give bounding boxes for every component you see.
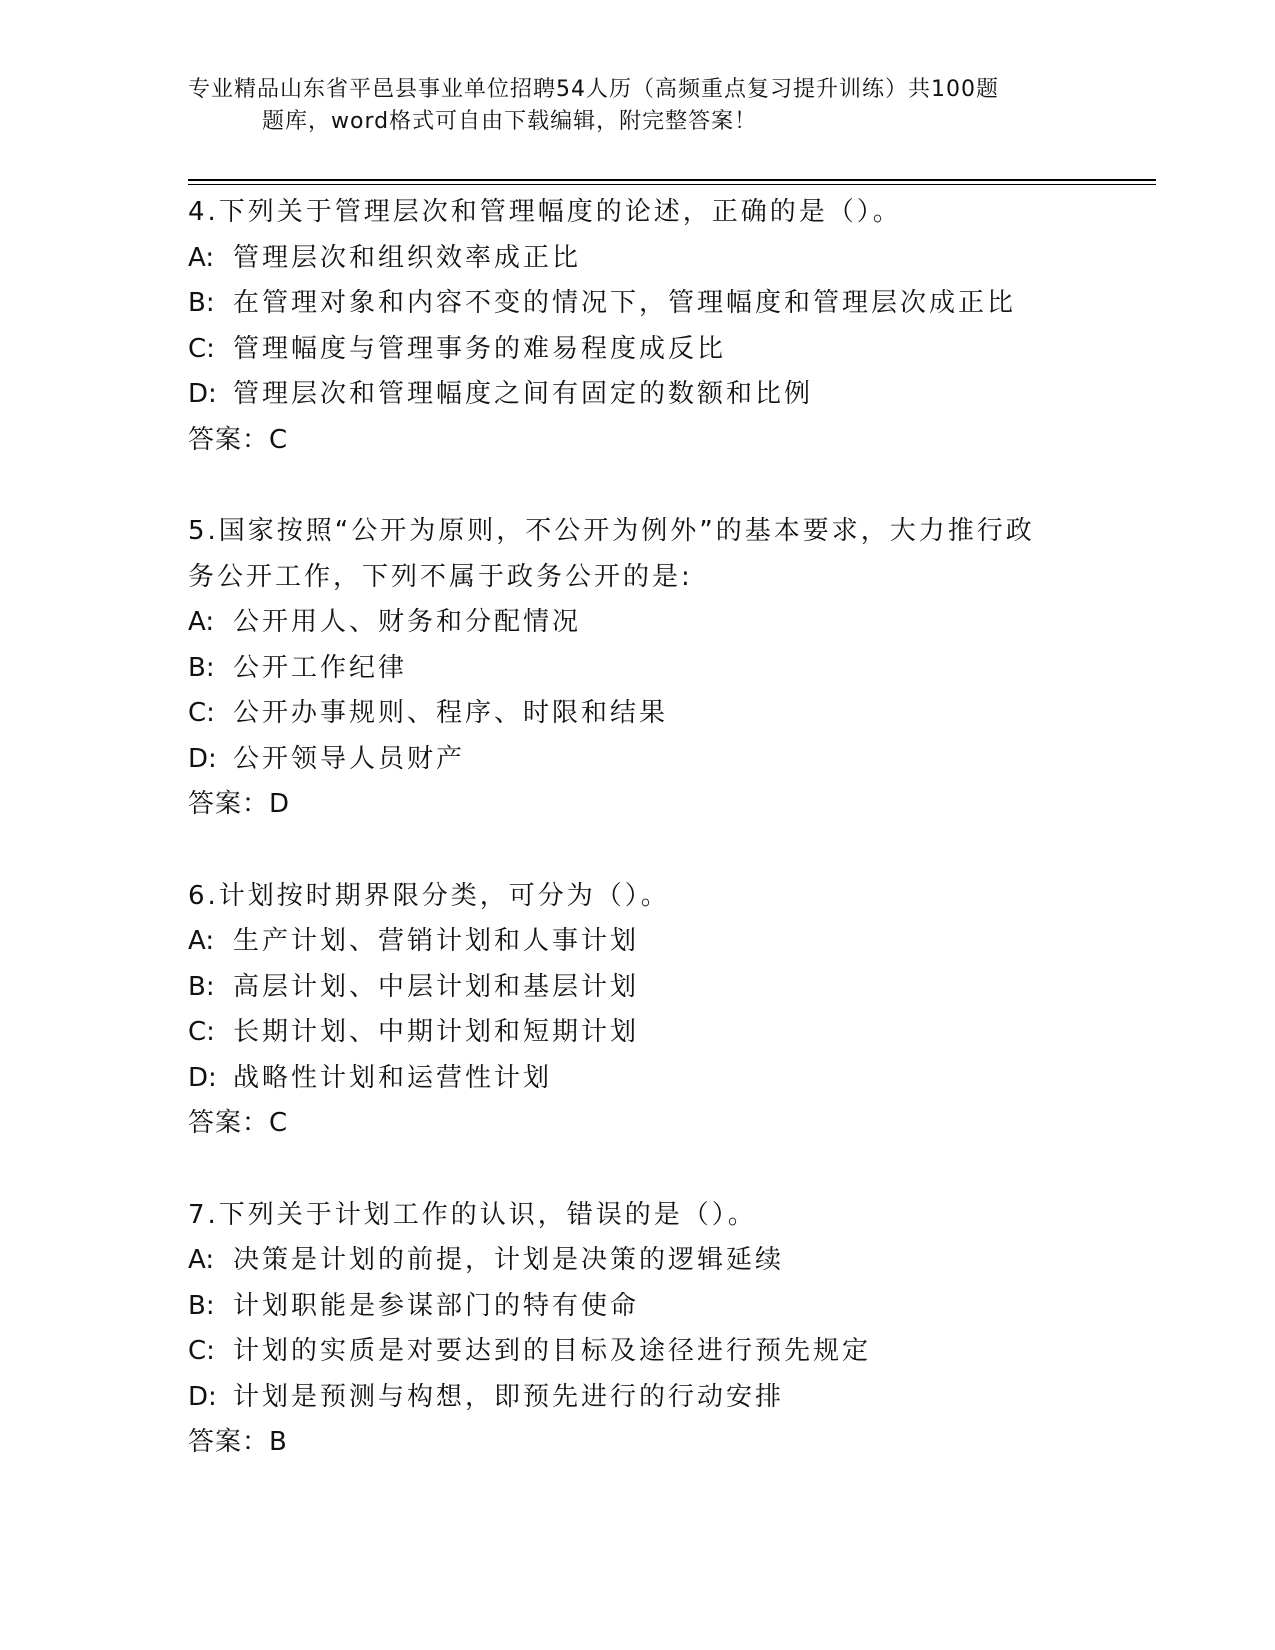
option-text: 管理层次和组织效率成正比 [233,242,582,273]
option-a [188,600,1088,646]
option-text: 计划的实质是对要达到的目标及途径进行预先规定 [233,1336,872,1366]
option-d [188,372,1088,418]
option-b [188,281,1088,327]
option-text: 决策是计划的前提，计划是决策的逻辑延续 [233,1245,785,1275]
option-letter: C: [188,1336,215,1366]
option-text: 公开用人、财务和分配情况 [233,607,582,637]
option-letter: A: [188,926,215,956]
answer: 答案：C [188,1108,289,1138]
question-text: 4.下列关于管理层次和管理幅度的论述，正确的是（）。 [188,197,902,227]
option-b [188,1284,1088,1330]
option-text: 生产计划、营销计划和人事计划 [233,926,640,956]
option-text: 管理层次和管理幅度之间有固定的数额和比例 [233,379,814,409]
option-text: 公开办事规则、程序、时限和结果 [233,698,669,728]
option-d [188,737,1088,783]
answer: 答案：C [188,424,289,455]
option-text: 公开领导人员财产 [233,743,466,774]
option-text: 高层计划、中层计划和基层计划 [233,971,640,1002]
option-a [188,236,1088,282]
option-c [188,327,1088,373]
option-text: 长期计划、中期计划和短期计划 [233,1017,640,1047]
option-letter: A: [188,607,215,637]
option-letter: A: [188,1245,215,1275]
option-letter: A: [188,242,215,273]
option-c [188,691,1088,737]
option-letter: B: [188,971,215,1002]
option-text: 在管理对象和内容不变的情况下，管理幅度和管理层次成正比 [233,288,1017,318]
option-letter: C: [188,1017,215,1047]
option-letter: B: [188,1290,215,1321]
option-letter: D: [188,379,217,409]
option-letter: C: [188,698,215,728]
option-letter: D: [188,743,217,774]
option-a [188,1238,1088,1284]
option-d [188,1375,1088,1421]
option-a [188,919,1088,965]
question-text: 5.国家按照“公开为原则，不公开为例外”的基本要求，大力推行政 [188,516,1035,546]
option-letter: B: [188,652,215,683]
option-letter: D: [188,1381,217,1412]
answer: 答案：B [188,1427,288,1457]
option-letter: D: [188,1062,217,1093]
option-letter: B: [188,288,215,318]
question-text-continued: 务公开工作，下列不属于政务公开的是: [188,561,693,592]
document-header [188,74,1088,138]
option-text: 管理幅度与管理事务的难易程度成反比 [233,333,727,364]
option-letter: C: [188,333,215,364]
question-5 [188,509,1088,828]
option-c [188,1329,1088,1375]
question-list [188,190,1088,1512]
header-line-1: 专业精品山东省平邑县事业单位招聘54人历（高频重点复习提升训练）共100题 [188,77,999,102]
option-text: 计划是预测与构想，即预先进行的行动安排 [233,1381,785,1412]
header-line-2: 题库，word格式可自由下载编辑，附完整答案！ [262,109,758,134]
question-text: 7.下列关于计划工作的认识，错误的是（）。 [188,1199,757,1230]
option-d [188,1056,1088,1102]
option-text: 战略性计划和运营性计划 [233,1062,553,1093]
option-b [188,965,1088,1011]
answer: 答案：D [188,789,291,819]
question-6 [188,874,1088,1147]
option-text: 计划职能是参谋部门的特有使命 [233,1290,640,1321]
header-rule-thick [188,179,1156,181]
option-text: 公开工作纪律 [233,652,408,683]
option-b [188,646,1088,692]
option-c [188,1010,1088,1056]
header-rule-thin [188,184,1156,185]
question-text: 6.计划按时期界限分类，可分为（）。 [188,880,670,911]
question-4 [188,190,1088,463]
question-7 [188,1193,1088,1466]
